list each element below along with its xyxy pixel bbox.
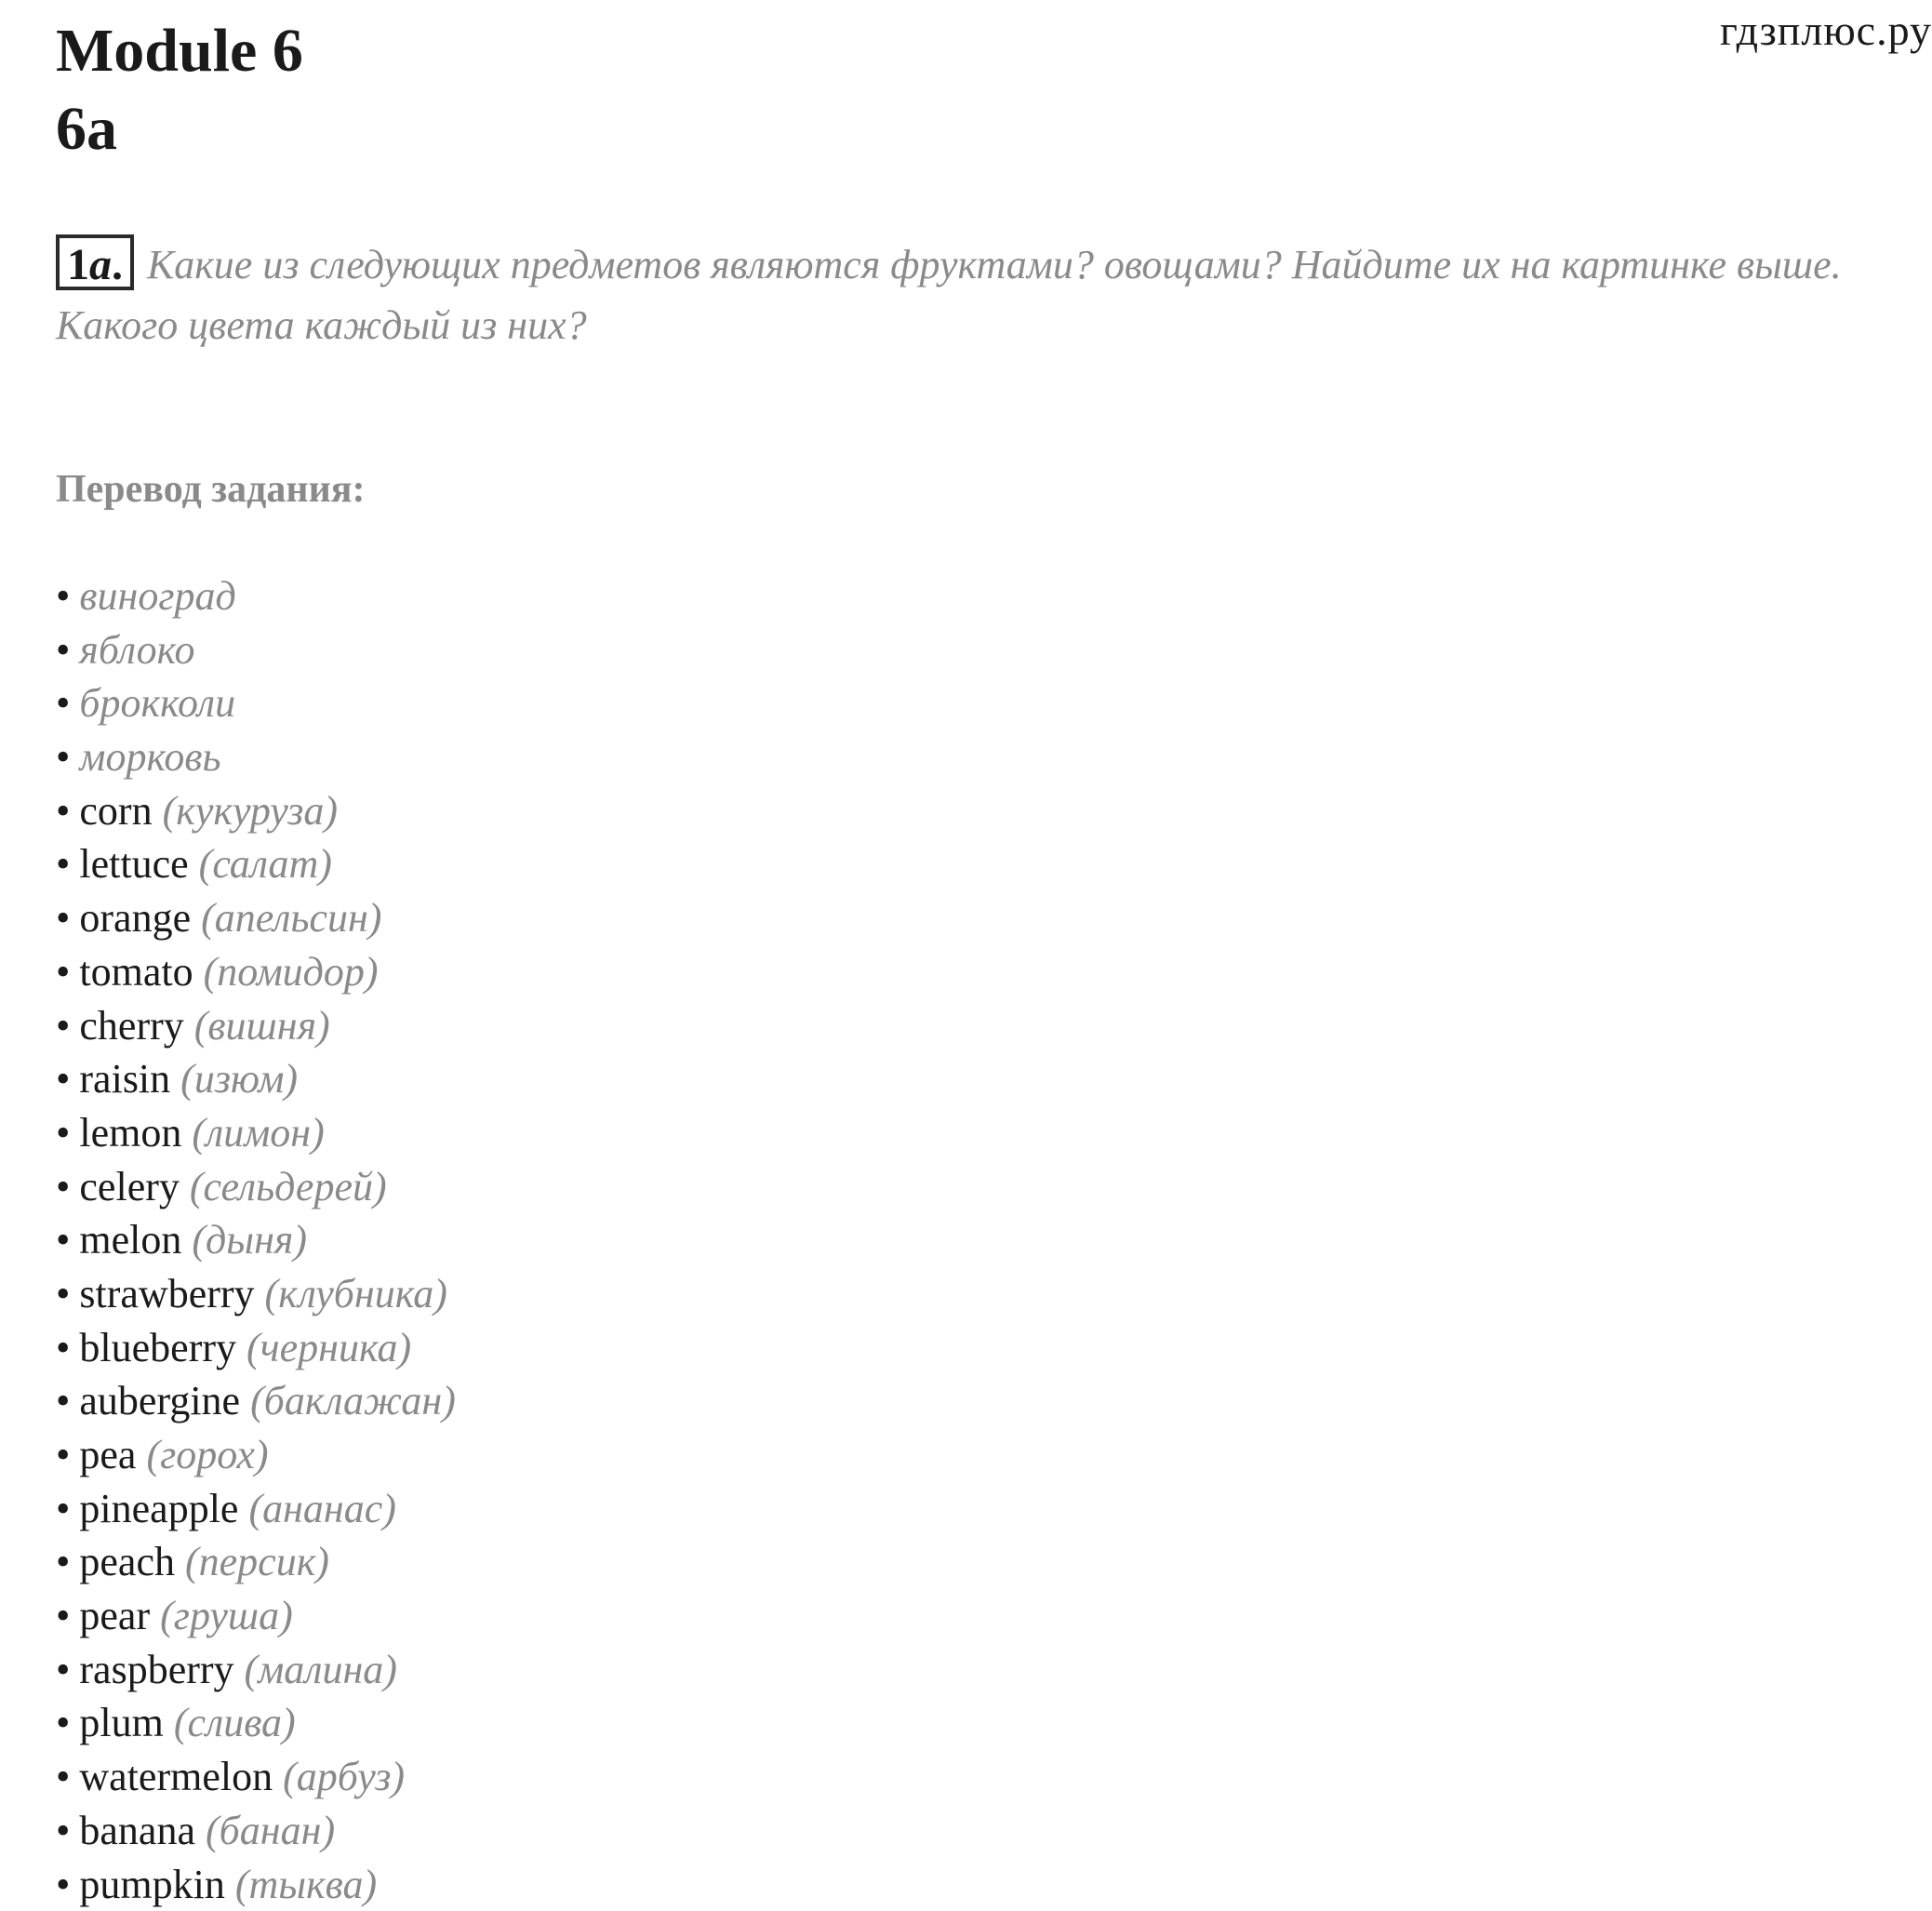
word-translation: (банан)	[206, 1808, 335, 1853]
list-item	[56, 1696, 456, 1750]
task-number-badge	[56, 234, 134, 290]
lesson-title: 6a	[56, 99, 117, 160]
list-item	[56, 784, 456, 838]
word-english: corn	[79, 788, 152, 834]
word-translation: (малина)	[245, 1647, 397, 1692]
bullet-icon: •	[56, 1271, 70, 1316]
word-english: lemon	[79, 1110, 181, 1156]
bullet-icon: •	[56, 1164, 70, 1209]
bullet-icon: •	[56, 895, 70, 941]
word-english: pea	[79, 1432, 136, 1477]
word-english: watermelon	[79, 1754, 273, 1799]
bullet-icon: •	[56, 1700, 70, 1745]
bullet-icon: •	[56, 1754, 70, 1799]
bullet-icon: •	[56, 1539, 70, 1584]
bullet-icon: •	[56, 1808, 70, 1853]
list-item	[56, 1267, 456, 1321]
word-english: raisin	[79, 1056, 170, 1102]
list-item	[56, 1321, 456, 1375]
bullet-icon: •	[56, 734, 70, 780]
list-item	[56, 999, 456, 1053]
list-item	[56, 837, 456, 891]
word-translation: (груша)	[160, 1593, 293, 1638]
word-english: blueberry	[79, 1325, 236, 1370]
list-item	[56, 1750, 456, 1804]
module-title: Module 6	[56, 20, 303, 82]
translation-heading: Перевод задания:	[56, 467, 365, 512]
bullet-icon: •	[56, 949, 70, 995]
list-item	[56, 623, 456, 677]
word-translation: (горох)	[146, 1432, 268, 1477]
list-item	[56, 1428, 456, 1482]
word-english: banana	[79, 1808, 195, 1853]
word-english: peach	[79, 1539, 175, 1584]
bullet-icon: •	[56, 1862, 70, 1907]
word-translation: виноград	[79, 573, 235, 619]
word-translation: (салат)	[199, 841, 332, 887]
word-translation: (вишня)	[194, 1003, 330, 1049]
word-english: aubergine	[79, 1378, 240, 1423]
task-block	[56, 234, 1879, 355]
word-translation: (слива)	[174, 1700, 296, 1745]
word-translation: (кукуруза)	[163, 788, 338, 834]
word-translation: (баклажан)	[250, 1378, 456, 1423]
word-translation: (тыква)	[235, 1862, 377, 1907]
word-english: strawberry	[79, 1271, 254, 1316]
list-item	[56, 1106, 456, 1160]
list-item	[56, 1535, 456, 1589]
word-list	[56, 569, 456, 1911]
word-english: pineapple	[79, 1486, 238, 1531]
word-translation: (помидор)	[204, 949, 379, 995]
word-translation: (апельсин)	[201, 895, 381, 941]
bullet-icon: •	[56, 680, 70, 726]
word-translation: брокколи	[79, 680, 235, 726]
site-watermark: гдзплюс.ру	[1720, 6, 1932, 55]
word-english: orange	[79, 895, 191, 941]
word-translation: (арбуз)	[283, 1754, 405, 1799]
word-translation: (ананас)	[248, 1486, 396, 1531]
task-number-letter: a	[89, 240, 112, 289]
bullet-icon: •	[56, 788, 70, 834]
list-item	[56, 945, 456, 999]
bullet-icon: •	[56, 1325, 70, 1370]
bullet-icon: •	[56, 1003, 70, 1049]
list-item	[56, 1160, 456, 1214]
word-translation: (лимон)	[192, 1110, 324, 1156]
list-item	[56, 1213, 456, 1267]
word-english: raspberry	[79, 1647, 233, 1692]
word-translation: (черника)	[246, 1325, 411, 1370]
list-item	[56, 676, 456, 730]
task-number-dot: .	[112, 240, 123, 289]
bullet-icon: •	[56, 627, 70, 673]
word-translation: (изюм)	[180, 1056, 298, 1102]
bullet-icon: •	[56, 1110, 70, 1156]
bullet-icon: •	[56, 1593, 70, 1638]
word-english: cherry	[79, 1003, 183, 1049]
bullet-icon: •	[56, 1486, 70, 1531]
bullet-icon: •	[56, 1056, 70, 1102]
bullet-icon: •	[56, 1217, 70, 1263]
list-item	[56, 1482, 456, 1536]
list-item	[56, 1374, 456, 1428]
bullet-icon: •	[56, 841, 70, 887]
word-translation: (дыня)	[192, 1217, 307, 1263]
list-item	[56, 1804, 456, 1858]
list-item	[56, 1643, 456, 1697]
word-translation: (персик)	[185, 1539, 329, 1584]
list-item	[56, 1858, 456, 1911]
list-item	[56, 891, 456, 945]
bullet-icon: •	[56, 573, 70, 619]
word-translation: яблоко	[79, 627, 194, 673]
list-item	[56, 1052, 456, 1106]
word-english: pear	[79, 1593, 150, 1638]
task-text: Какие из следующих предметов являются фруктами? овощами? Найдите их на картинке выше. Какого цвета каждый из них?	[56, 242, 1842, 348]
list-item	[56, 1589, 456, 1643]
word-english: tomato	[79, 949, 193, 995]
word-english: lettuce	[79, 841, 188, 887]
word-translation: (клубника)	[265, 1271, 447, 1316]
word-english: pumpkin	[79, 1862, 224, 1907]
word-english: celery	[79, 1164, 179, 1209]
list-item	[56, 569, 456, 623]
word-english: melon	[79, 1217, 181, 1263]
bullet-icon: •	[56, 1647, 70, 1692]
bullet-icon: •	[56, 1432, 70, 1477]
list-item	[56, 730, 456, 784]
task-number-digit: 1	[67, 240, 89, 289]
bullet-icon: •	[56, 1378, 70, 1423]
word-translation: (сельдерей)	[190, 1164, 387, 1209]
word-translation: морковь	[79, 734, 220, 780]
word-english: plum	[79, 1700, 163, 1745]
